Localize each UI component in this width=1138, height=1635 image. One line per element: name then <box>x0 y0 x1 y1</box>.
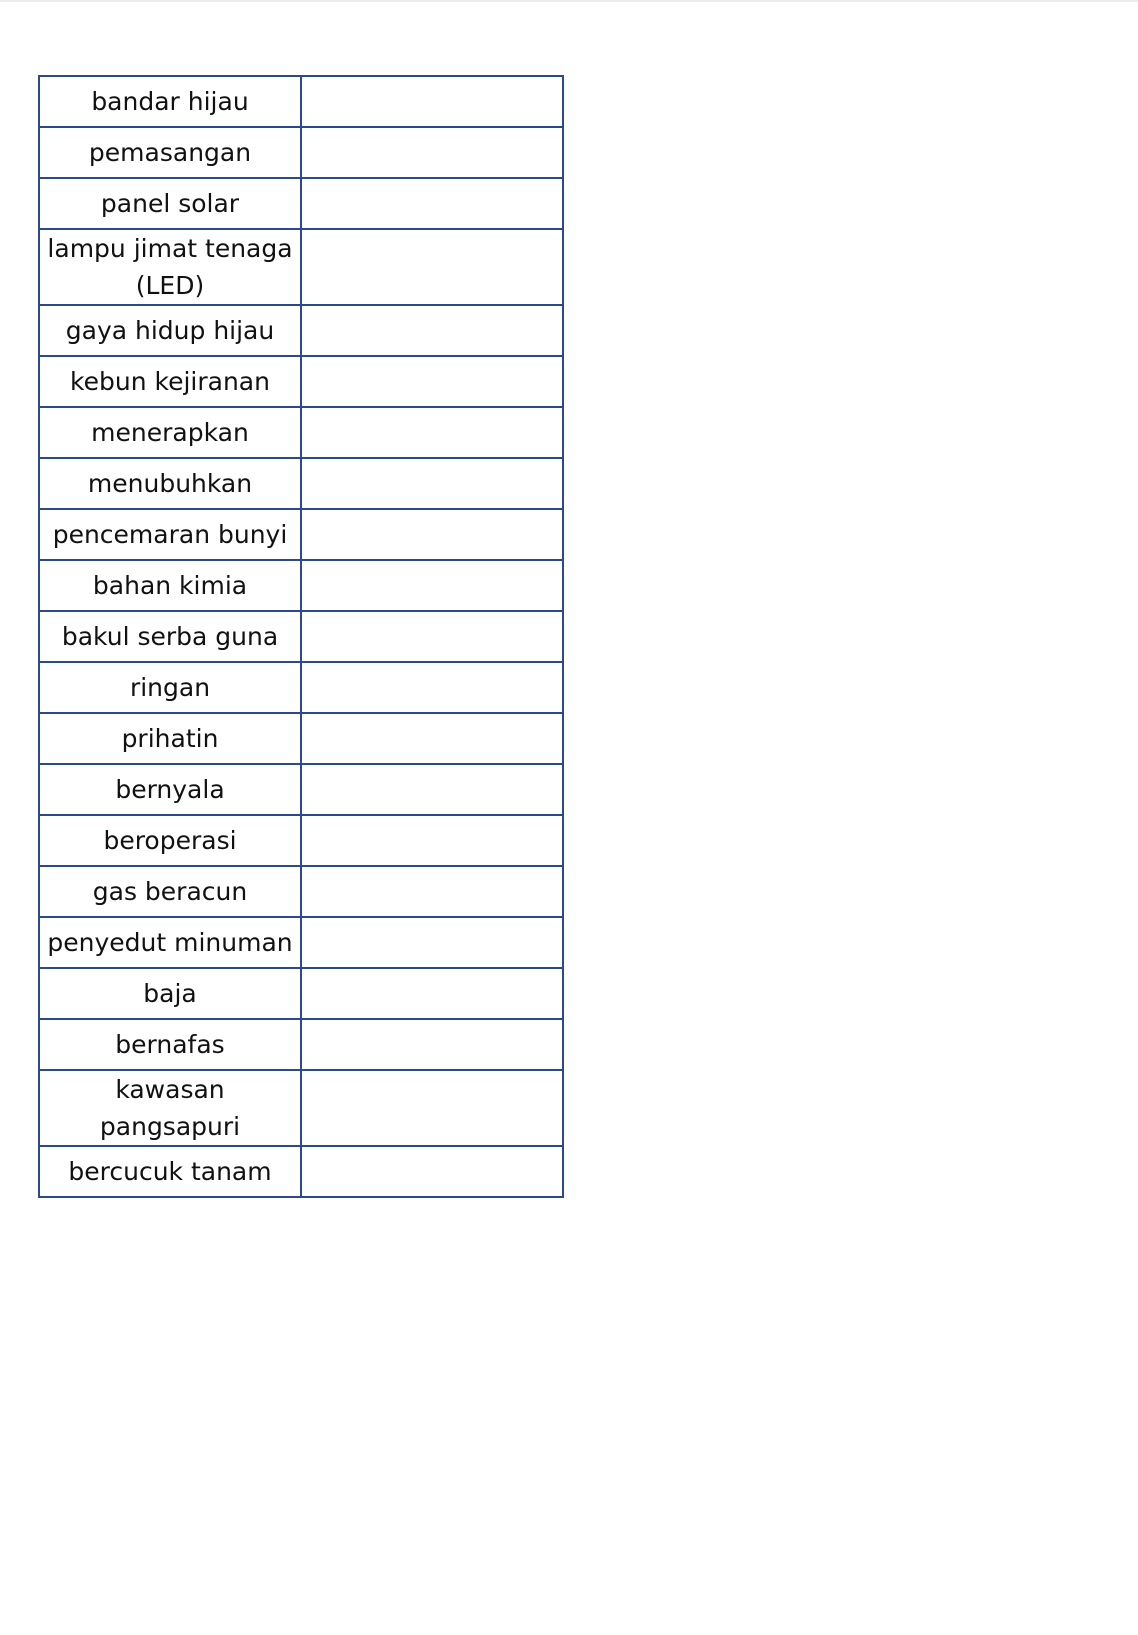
answer-cell[interactable] <box>301 968 563 1019</box>
table-row <box>39 1146 563 1197</box>
answer-cell[interactable] <box>301 713 563 764</box>
table-row <box>39 713 563 764</box>
table-row <box>39 1070 563 1146</box>
table-row <box>39 764 563 815</box>
answer-cell[interactable] <box>301 1019 563 1070</box>
vocab-word: pemasangan <box>39 127 301 178</box>
answer-cell[interactable] <box>301 305 563 356</box>
table-row <box>39 178 563 229</box>
table-row <box>39 611 563 662</box>
answer-cell[interactable] <box>301 1146 563 1197</box>
answer-cell[interactable] <box>301 229 563 305</box>
answer-cell[interactable] <box>301 509 563 560</box>
vocab-word: menerapkan <box>39 407 301 458</box>
answer-cell[interactable] <box>301 458 563 509</box>
answer-cell[interactable] <box>301 1070 563 1146</box>
table-row <box>39 127 563 178</box>
vocab-word: prihatin <box>39 713 301 764</box>
table-row <box>39 662 563 713</box>
table-row <box>39 305 563 356</box>
table-row <box>39 458 563 509</box>
answer-cell[interactable] <box>301 356 563 407</box>
table-row <box>39 76 563 127</box>
table-row <box>39 815 563 866</box>
vocab-word: bernafas <box>39 1019 301 1070</box>
answer-cell[interactable] <box>301 178 563 229</box>
answer-cell[interactable] <box>301 611 563 662</box>
table-row <box>39 356 563 407</box>
table-row <box>39 229 563 305</box>
vocab-word: gas beracun <box>39 866 301 917</box>
vocab-word: ringan <box>39 662 301 713</box>
vocab-word: bakul serba guna <box>39 611 301 662</box>
vocab-word: pencemaran bunyi <box>39 509 301 560</box>
vocab-word: penyedut minuman <box>39 917 301 968</box>
table-row <box>39 1019 563 1070</box>
answer-cell[interactable] <box>301 127 563 178</box>
answer-cell[interactable] <box>301 407 563 458</box>
table-row <box>39 917 563 968</box>
vocab-word: bernyala <box>39 764 301 815</box>
vocab-word: bandar hijau <box>39 76 301 127</box>
page-top-rule <box>0 0 1138 2</box>
vocab-word: gaya hidup hijau <box>39 305 301 356</box>
vocab-word: baja <box>39 968 301 1019</box>
vocab-word: panel solar <box>39 178 301 229</box>
vocab-word: kebun kejiranan <box>39 356 301 407</box>
vocab-word: beroperasi <box>39 815 301 866</box>
answer-cell[interactable] <box>301 815 563 866</box>
answer-cell[interactable] <box>301 560 563 611</box>
table-row <box>39 407 563 458</box>
answer-cell[interactable] <box>301 76 563 127</box>
answer-cell[interactable] <box>301 866 563 917</box>
answer-cell[interactable] <box>301 662 563 713</box>
vocab-word: menubuhkan <box>39 458 301 509</box>
table-row <box>39 560 563 611</box>
table-row <box>39 968 563 1019</box>
answer-cell[interactable] <box>301 764 563 815</box>
vocab-word: bahan kimia <box>39 560 301 611</box>
table-row <box>39 866 563 917</box>
vocab-word: kawasan pangsapuri <box>39 1070 301 1146</box>
table-row <box>39 509 563 560</box>
vocab-word: lampu jimat tenaga (LED) <box>39 229 301 305</box>
answer-cell[interactable] <box>301 917 563 968</box>
vocab-word: bercucuk tanam <box>39 1146 301 1197</box>
vocabulary-table <box>38 75 564 1198</box>
